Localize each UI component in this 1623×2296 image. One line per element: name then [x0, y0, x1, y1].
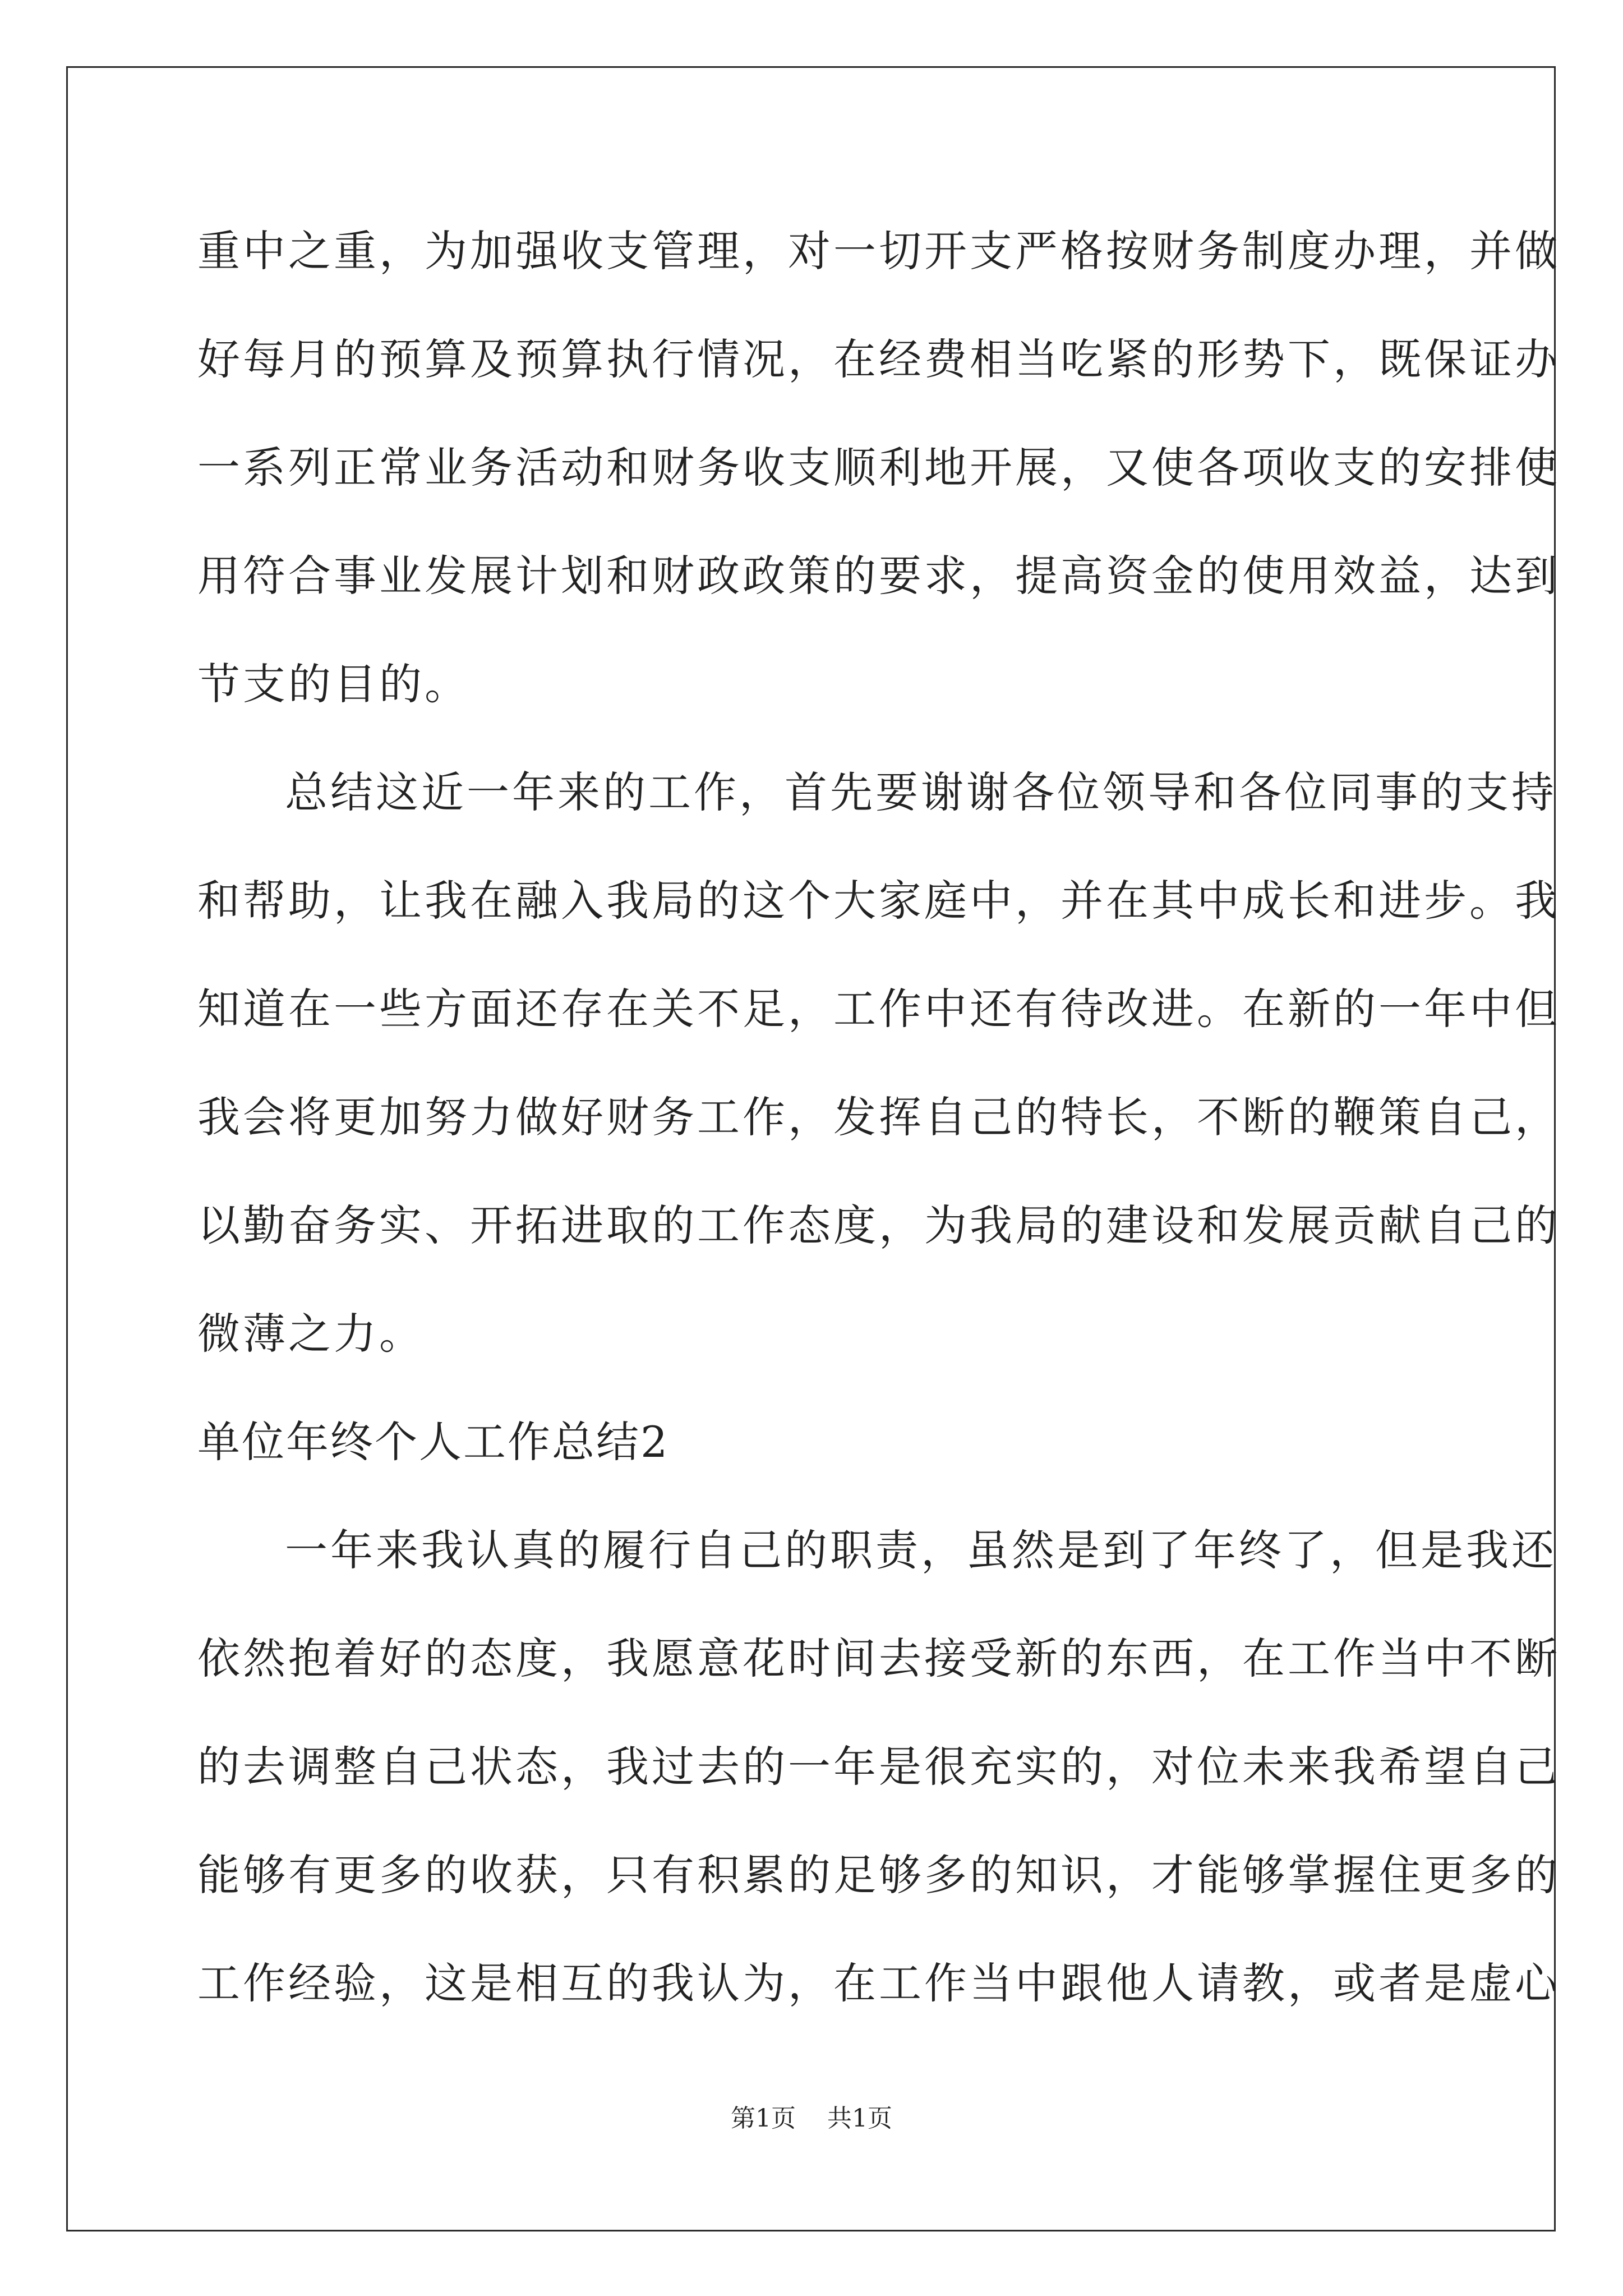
section-heading [197, 1393, 1431, 1501]
text-line: 节支的目的。 [197, 659, 470, 709]
document-body [197, 202, 1560, 2042]
page-footer [0, 2098, 1623, 2134]
paragraph-1 [197, 202, 1560, 743]
text-line: 能够有更多的收获，只有积累的足够多的知识，才能够掌握住更多的 [197, 1850, 1560, 1900]
text-line: 一年来我认真的履行自己的职责，虽然是到了年终了，但是我还 [285, 1525, 1557, 1575]
text-line: 微薄之力。 [197, 1309, 425, 1359]
text-line: 知道在一些方面还存在关不足，工作中还有待改进。在新的一年中但 [197, 984, 1560, 1034]
text-line: 总结这近一年来的工作，首先要谢谢各位领导和各位同事的支持 [285, 767, 1557, 817]
text-line: 我会将更加努力做好财务工作，发挥自己的特长，不断的鞭策自己， [197, 1092, 1560, 1142]
text-line: 一系列正常业务活动和财务收支顺利地开展，又使各项收支的安排使 [197, 443, 1560, 493]
page-total: 共1页 [827, 2104, 892, 2133]
text-line: 的去调整自己状态，我过去的一年是很充实的，对位未来我希望自己 [197, 1742, 1560, 1792]
paragraph-3 [197, 1501, 1560, 2042]
text-line: 用符合事业发展计划和财政政策的要求，提高资金的使用效益，达到 [197, 551, 1560, 601]
text-line: 工作经验，这是相互的我认为，在工作当中跟他人请教，或者是虚心 [197, 1958, 1560, 2008]
heading-text: 单位年终个人工作总结2 [197, 1417, 670, 1467]
paragraph-2 [197, 743, 1560, 1393]
text-line: 重中之重，为加强收支管理，对一切开支严格按财务制度办理，并做 [197, 226, 1560, 276]
text-line: 依然抱着好的态度，我愿意花时间去接受新的东西，在工作当中不断 [197, 1634, 1560, 1683]
page-number: 第1页 [731, 2104, 796, 2133]
text-line: 和帮助，让我在融入我局的这个大家庭中，并在其中成长和进步。我 [197, 876, 1560, 926]
text-line: 好每月的预算及预算执行情况，在经费相当吃紧的形势下，既保证办 [197, 334, 1560, 384]
text-line: 以勤奋务实、开拓进取的工作态度，为我局的建设和发展贡献自己的 [197, 1200, 1560, 1250]
